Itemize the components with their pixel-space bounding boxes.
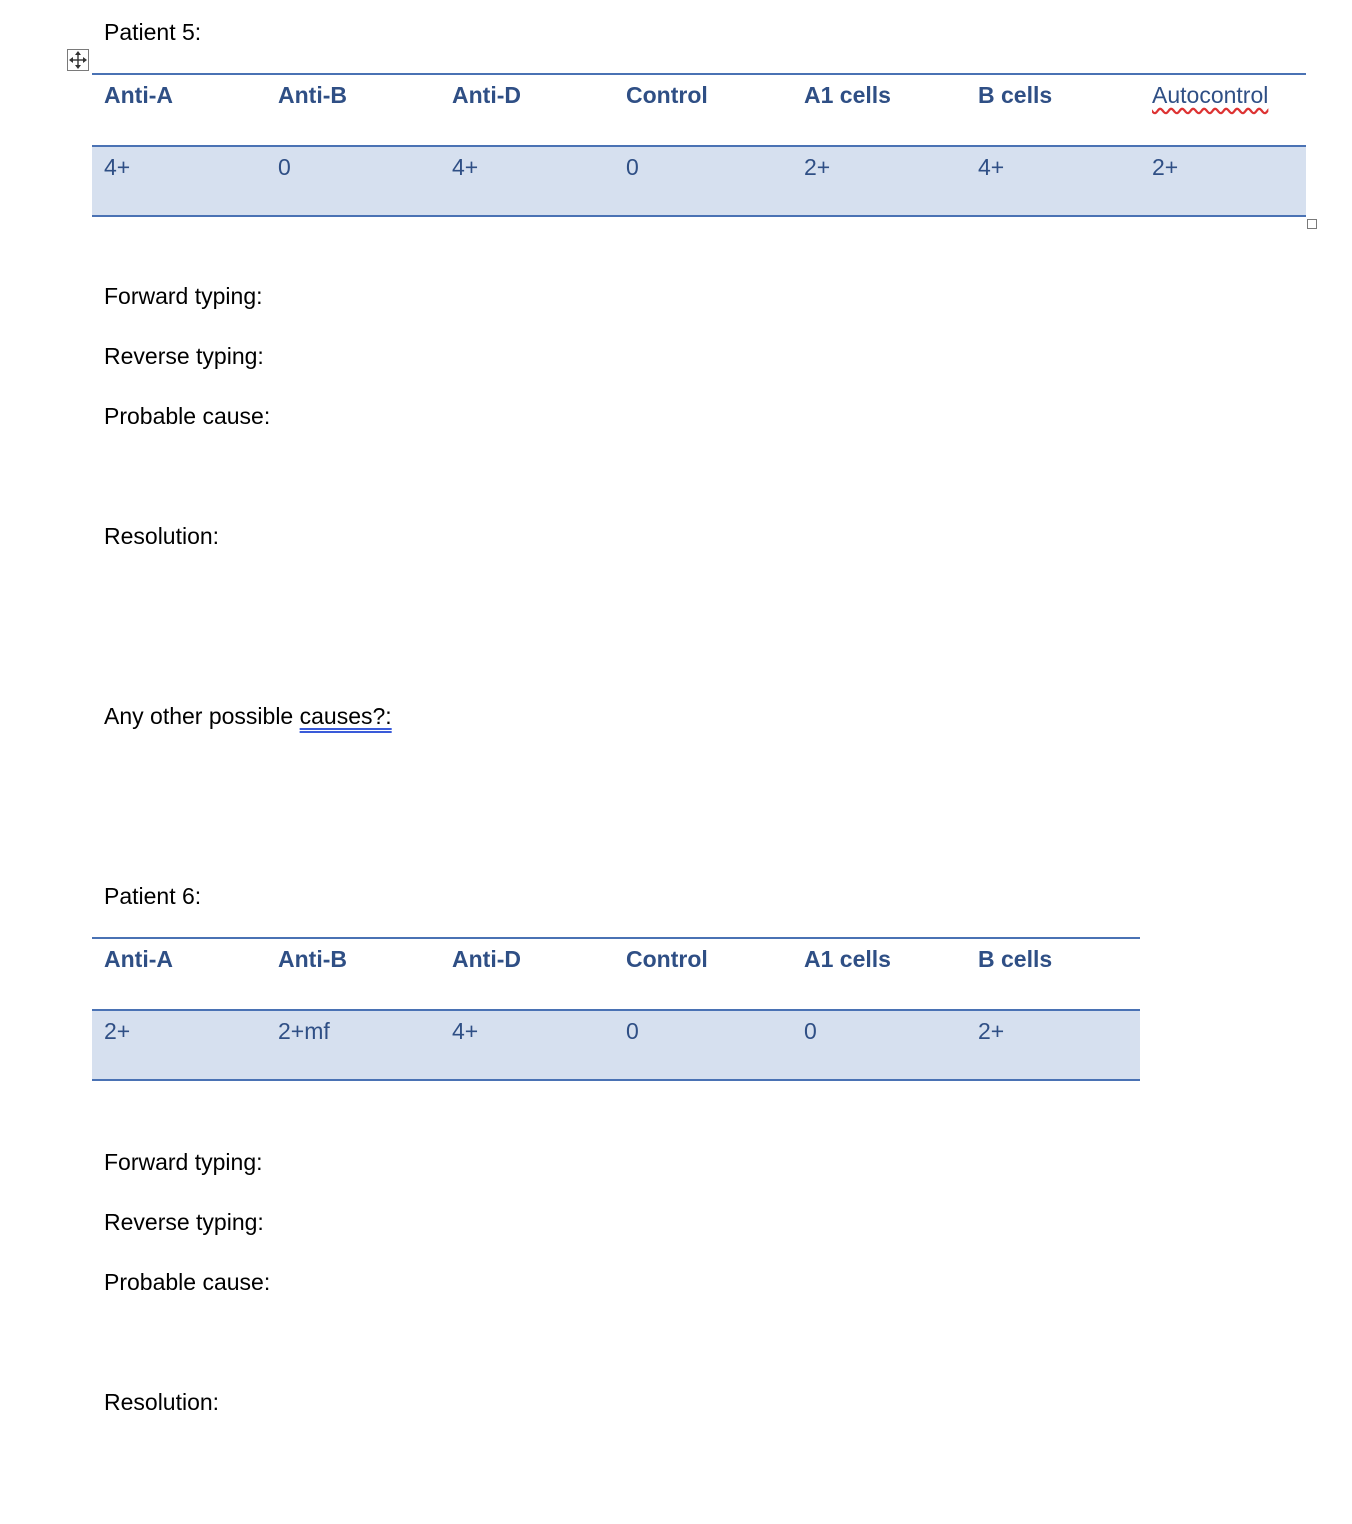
cell-anti-a: 2+ (104, 1018, 131, 1044)
header-control: Control (626, 82, 708, 108)
header-anti-a: Anti-A (104, 946, 173, 972)
cell-anti-d: 4+ (452, 154, 479, 180)
patient-6-reverse-typing: Reverse typing: (104, 1209, 264, 1235)
header-a1-cells: A1 cells (804, 946, 891, 972)
table-move-handle-icon[interactable] (67, 49, 89, 71)
table-resize-handle-icon[interactable] (1307, 219, 1317, 229)
patient-5-table (92, 73, 1306, 218)
cell-anti-a: 4+ (104, 154, 131, 180)
header-anti-b: Anti-B (278, 946, 347, 972)
cell-b-cells: 2+ (978, 1018, 1005, 1044)
patient-5-probable-cause: Probable cause: (104, 403, 271, 429)
patient-6-title: Patient 6: (104, 883, 202, 909)
grammar-flagged-word: causes?: (299, 703, 392, 729)
patient-6-forward-typing: Forward typing: (104, 1149, 263, 1175)
patient-6-probable-cause: Probable cause: (104, 1269, 271, 1295)
cell-anti-b: 2+mf (278, 1018, 330, 1044)
header-anti-b: Anti-B (278, 82, 347, 108)
cell-anti-d: 4+ (452, 1018, 479, 1044)
cell-control: 0 (626, 154, 639, 180)
patient-5-title: Patient 5: (104, 19, 202, 45)
patient-6-table (92, 937, 1140, 1082)
patient-6-resolution: Resolution: (104, 1389, 220, 1415)
patient-5-forward-typing: Forward typing: (104, 283, 263, 309)
header-control: Control (626, 946, 708, 972)
table-header-row (92, 73, 1306, 145)
patient-5-resolution: Resolution: (104, 523, 220, 549)
patient-5-other-causes (104, 702, 392, 730)
header-anti-a: Anti-A (104, 82, 173, 108)
other-causes-text: Any other possible (104, 703, 300, 729)
cell-b-cells: 4+ (978, 154, 1005, 180)
patient-5-reverse-typing: Reverse typing: (104, 343, 264, 369)
cell-a1-cells: 0 (804, 1018, 817, 1044)
cell-control: 0 (626, 1018, 639, 1044)
header-b-cells: B cells (978, 946, 1053, 972)
header-a1-cells: A1 cells (804, 82, 891, 108)
table-header-row (92, 937, 1140, 1009)
header-anti-d: Anti-D (452, 82, 521, 108)
move-arrows-icon (68, 50, 88, 70)
table-row (92, 145, 1306, 217)
cell-autocontrol: 2+ (1152, 154, 1179, 180)
cell-anti-b: 0 (278, 154, 291, 180)
cell-a1-cells: 2+ (804, 154, 831, 180)
header-b-cells: B cells (978, 82, 1053, 108)
table-row (92, 1009, 1140, 1081)
header-autocontrol: Autocontrol (1152, 82, 1269, 108)
header-anti-d: Anti-D (452, 946, 521, 972)
